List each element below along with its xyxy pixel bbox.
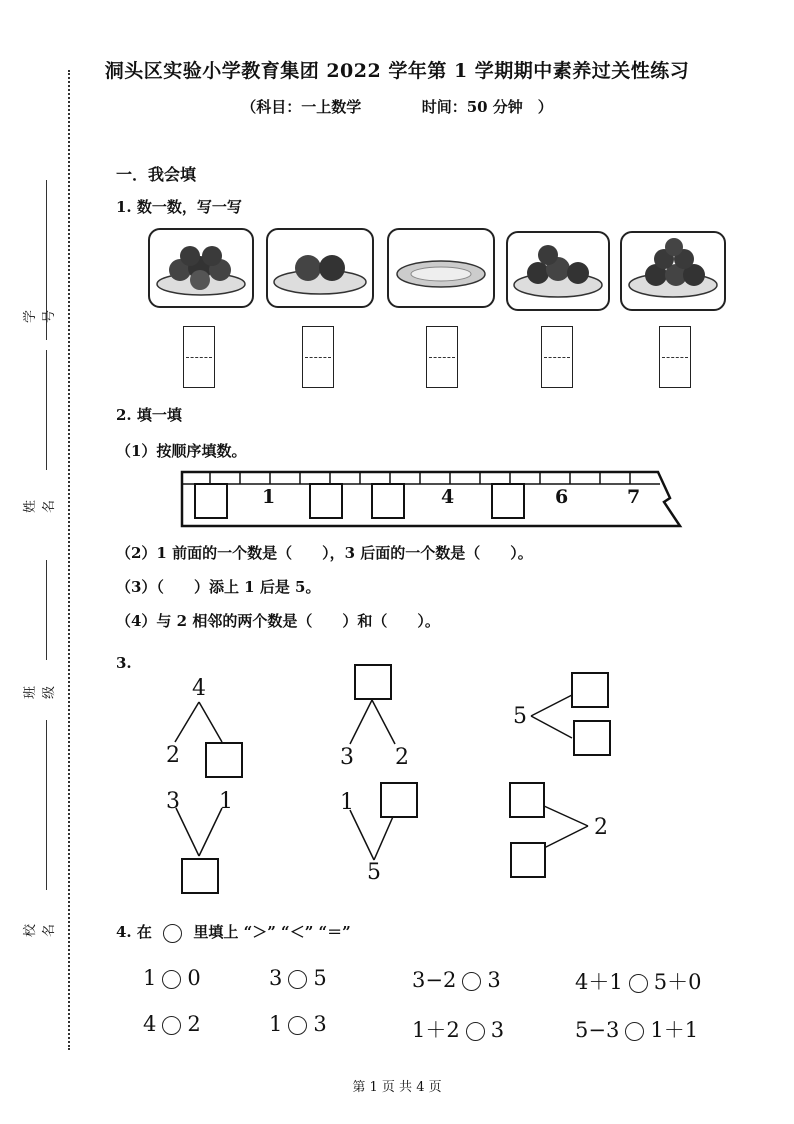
compare-left: 1 xyxy=(143,966,157,990)
bond5-blank[interactable] xyxy=(380,782,418,818)
compare-right: 3 xyxy=(313,1012,327,1036)
compare-left: 5−3 xyxy=(575,1018,620,1042)
compare-left: 3 xyxy=(269,966,283,990)
ruler-number-7: 7 xyxy=(627,486,641,508)
school-label: 校名 xyxy=(23,923,57,937)
ruler-number-1: 1 xyxy=(262,486,276,508)
apples-icon xyxy=(508,233,608,309)
bond3-blank-bottom[interactable] xyxy=(573,720,611,756)
bond6-blank-top[interactable] xyxy=(509,782,545,818)
bond4-left: 3 xyxy=(166,789,180,814)
compare-right: 2 xyxy=(187,1012,201,1036)
ruler-blank-1[interactable] xyxy=(194,483,228,519)
name-label: 姓名 xyxy=(23,499,57,513)
bond3-whole: 5 xyxy=(513,704,527,729)
compare-left: 3−2 xyxy=(412,968,457,992)
compare-left: 4 xyxy=(143,1012,157,1036)
answer-box-2[interactable] xyxy=(302,326,334,388)
compare-item-4 xyxy=(575,966,701,996)
compare-right: 3 xyxy=(490,1018,505,1042)
answer-box-1[interactable] xyxy=(183,326,215,388)
section-heading: 一．我会填 xyxy=(116,165,197,184)
compare-right: 5 xyxy=(313,966,327,990)
q4-label-pre: 4. 在 xyxy=(116,923,152,941)
number-ruler xyxy=(180,470,685,530)
bond1-top: 4 xyxy=(192,676,206,701)
compare-right: 5＋0 xyxy=(653,970,702,994)
q2-sub2: （2）1 前面的一个数是（ ），3 后面的一个数是（ ）。 xyxy=(116,544,533,562)
time-label: 时间：50 分钟 ） xyxy=(421,98,553,116)
compare-circle[interactable] xyxy=(288,970,307,989)
bond5-bottom: 5 xyxy=(367,860,381,885)
ruler-number-6: 6 xyxy=(555,486,569,508)
compare-left: 1＋2 xyxy=(412,1018,460,1042)
circle-icon xyxy=(163,924,182,943)
apples-icon xyxy=(150,230,252,306)
compare-left: 4＋1 xyxy=(575,970,623,994)
compare-right: 3 xyxy=(487,968,501,992)
compare-circle[interactable] xyxy=(466,1022,485,1041)
bond6-blank-bottom[interactable] xyxy=(510,842,546,878)
bond2-right: 2 xyxy=(395,745,409,770)
ruler-blank-4[interactable] xyxy=(491,483,525,519)
q2-sub3: （3）（ ）添上 1 后是 5。 xyxy=(116,578,321,596)
bond2-left: 3 xyxy=(340,745,354,770)
student-id-label: 学号 xyxy=(23,309,57,323)
compare-item-3 xyxy=(412,968,501,992)
ruler-blank-3[interactable] xyxy=(371,483,405,519)
answer-box-3[interactable] xyxy=(426,326,458,388)
bond2-blank[interactable] xyxy=(354,664,392,700)
q1-label: 1. 数一数，写一写 xyxy=(116,198,242,216)
apple-plate-picture-2 xyxy=(266,228,374,308)
binding-dotted-line xyxy=(68,70,70,1050)
ruler-outline-icon xyxy=(180,470,685,530)
apple-plate-picture-1 xyxy=(148,228,254,308)
compare-item-2 xyxy=(269,966,327,990)
bond5-left: 1 xyxy=(340,790,354,815)
bond1-left: 2 xyxy=(166,743,180,768)
answer-box-4[interactable] xyxy=(541,326,573,388)
compare-left: 1 xyxy=(269,1012,283,1036)
q2-sub4: （4）与 2 相邻的两个数是（ ）和（ ）。 xyxy=(116,612,440,630)
page-subtitle xyxy=(0,96,794,117)
bond4-blank[interactable] xyxy=(181,858,219,894)
q4-label-post: 里填上 “＞” “＜” “＝” xyxy=(193,923,351,941)
apples-icon xyxy=(622,233,724,309)
compare-circle[interactable] xyxy=(162,970,181,989)
name-line xyxy=(46,350,47,470)
empty-plate-picture xyxy=(387,228,495,308)
compare-item-6 xyxy=(269,1012,327,1036)
subject-label: （科目：一上数学 xyxy=(241,98,362,116)
bond6-whole: 2 xyxy=(594,815,608,840)
q3-label: 3. xyxy=(116,654,132,672)
number-bond-lines xyxy=(0,640,794,900)
q4-label xyxy=(116,921,351,943)
page-footer: 第 1 页 共 4 页 xyxy=(352,1080,442,1095)
compare-circle[interactable] xyxy=(288,1016,307,1035)
bond1-blank[interactable] xyxy=(205,742,243,778)
compare-circle[interactable] xyxy=(162,1016,181,1035)
apples-icon xyxy=(268,230,372,306)
bond4-right: 1 xyxy=(219,789,233,814)
compare-item-1 xyxy=(143,966,201,990)
class-label: 班级 xyxy=(23,685,57,699)
compare-circle[interactable] xyxy=(629,974,648,993)
compare-circle[interactable] xyxy=(462,972,481,991)
ruler-number-4: 4 xyxy=(441,486,455,508)
compare-right: 0 xyxy=(187,966,201,990)
compare-item-8 xyxy=(575,1014,698,1044)
apple-plate-picture-5 xyxy=(620,231,726,311)
q2-label: 2. 填一填 xyxy=(116,406,182,424)
empty-plate-icon xyxy=(389,230,493,306)
apple-plate-picture-4 xyxy=(506,231,610,311)
compare-item-7 xyxy=(412,1014,504,1044)
compare-right: 1＋1 xyxy=(650,1018,699,1042)
compare-item-5 xyxy=(143,1012,201,1036)
q2-sub1: （1）按顺序填数。 xyxy=(116,442,247,460)
ruler-blank-2[interactable] xyxy=(309,483,343,519)
compare-circle[interactable] xyxy=(625,1022,644,1041)
answer-box-5[interactable] xyxy=(659,326,691,388)
bond3-blank-top[interactable] xyxy=(571,672,609,708)
page-title: 洞头区实验小学教育集团 2022 学年第 1 学期期中素养过关性练习 xyxy=(104,60,690,82)
